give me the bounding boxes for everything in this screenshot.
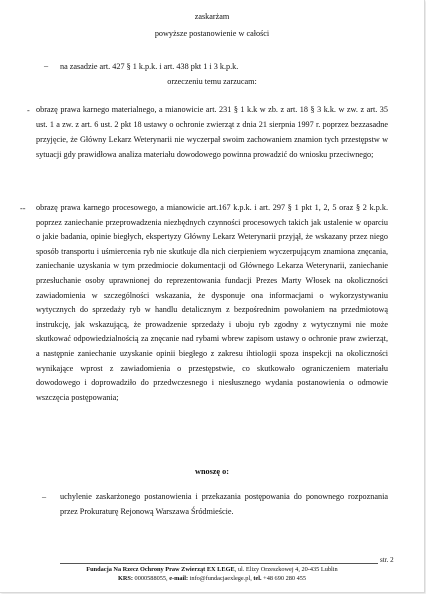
footer-tel: +48 690 280 455 (261, 575, 307, 582)
motion-heading: wnoszę o: (195, 467, 229, 476)
charges-heading: orzeczeniu temu zarzucam: (167, 77, 257, 86)
footer-email-label: e-mail: (169, 575, 189, 582)
footer-line-2 (0, 575, 424, 583)
footer-line-1 (0, 566, 424, 574)
footer-email: info@fundacjaexlege.pl, (188, 575, 254, 582)
motion-1-paragraph: uchylenie zaskarżonego postanowienia i przekazania postępowania do ponownego rozpoznania przez Prokuraturę Rejonową Warszawa Śródmieście. (60, 492, 388, 516)
page-number: str. 2 (380, 556, 394, 564)
footer-krs-label: KRS: (117, 575, 133, 582)
charge-2-bullet: -- (20, 204, 26, 213)
footer-address: , ul. Elizy Orzeszkowej 4, 20-435 Lublin (234, 566, 338, 573)
basis-bullet: – (44, 61, 49, 70)
footer-krs: 0000588055, (132, 575, 170, 582)
legal-basis: na zasadzie art. 427 § 1 k.p.k. i art. 438 pkt 1 i 3 k.p.k. (60, 62, 239, 71)
motion-1-bullet: – (42, 492, 47, 501)
header-line-1: zaskarżam (194, 12, 230, 21)
header-line-2: powyższe postanowienie w całości (154, 29, 270, 38)
charge-2-paragraph: obrazę prawa karnego procesowego, a mianowicie art.167 k.p.k. i art. 297 § 1 pkt 1, 2, 5 oraz § 2 k.p.k. poprzez zaniechanie przeprowadzenia niezbędnych czynności procesowych takich jak ustalenie w oparciu o jakie badania, opinie biegłych, ekspertyzy Główny Lekarz Weterynarii przyjął, że wskazany przez niego sposób transportu i uśmiercenia ryb nie skutkuje dla nich cierpieniem wyczerpującym znamiona znęcania, zaniechanie uzyskania w tym przedmiocie dokumentacji od Głównego Lekarza Weterynarii, zaniechanie przesłuchanie osoby uprawnionej do reprezentowania fundacji Prezes Marty Włosek na okoliczności zawiadomienia w szczególności wskazania, że dysponuje ona informacjami o wykorzystywaniu wytycznych do sprzedaży ryb w handlu detalicznym z bezpośrednim powołaniem na przedmiotową instrukcję, jak wskazującą, że prowadzenie sprzedaży i uboju ryb zgodny z wytycznymi nie może skutkować odpowiedzialnością za znęcanie nad rybami wbrew zapisom ustawy o ochronie praw zwierząt, a następnie zaniechanie uzyskanie opinii biegłego z zakresu ihtiologii spoza inspekcji na okoliczności wynikające wprost z zawiadomienia o przestępstwie, co skutkowało ograniczeniem materiału dowodowego i doprowadziło do przedwczesnego i niesłusznego wydania postanowienia o odmowie wszczęcia postępowania; (36, 203, 388, 402)
charge-1-paragraph: obrazę prawa karnego materialnego, a mianowicie art. 231 § 1 k.k w zb. z art. 18 § 3 k.k. w zw. z art. 35 ust. 1 a zw. z art. 6 ust. 2 pkt 18 ustawy o ochronie zwierząt z dnia 21 sierpnia 1997 r. poprzez bezzasadne przyjęcie, że Główny Lekarz Weterynarii nie wyczerpał swoim zachowaniem znamion tych przestępstw w sytuacji gdy prawidłowa analiza materiału dowodowego powinna prowadzić do wniosku przeciwnego; (36, 105, 388, 159)
footer-org: Fundacja Na Rzecz Ochrony Praw Zwierząt EX LEGE (86, 566, 235, 573)
charge-1-bullet: - (27, 106, 30, 115)
footer-tel-label: tel. (253, 575, 262, 582)
footer-divider (60, 563, 378, 564)
